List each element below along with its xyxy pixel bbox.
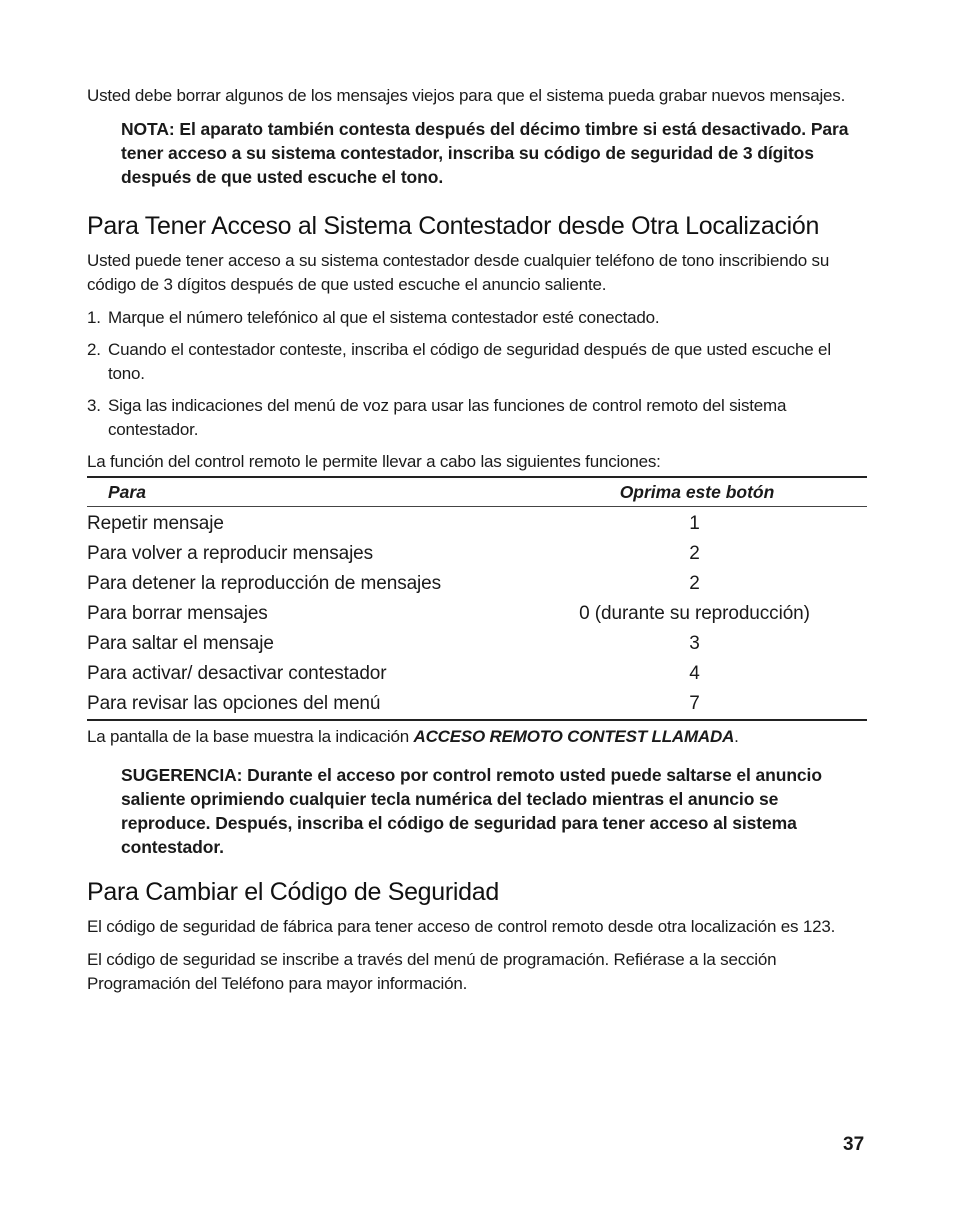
header-oprima: Oprima este botón <box>487 477 867 507</box>
button-cell: 1 <box>689 513 700 534</box>
intro-paragraph: Usted debe borrar algunos de los mensajes viejos para que el sistema pueda grabar nuevos mensajes. <box>87 86 846 105</box>
function-cell: Para activar/ desactivar contestador <box>87 663 387 684</box>
table-row <box>87 689 867 720</box>
table-row <box>87 539 867 569</box>
button-cell: 0 (durante su reproducción) <box>579 603 810 624</box>
tip: SUGERENCIA: Durante el acceso por control remoto usted puede saltarse el anuncio saliente oprimiendo cualquier tecla numérica del teclado mientras el anuncio se reproduce. Después, inscriba el código de seguridad para tener acceso al sistema contestador. <box>121 765 822 857</box>
function-cell: Para saltar el mensaje <box>87 633 274 654</box>
button-cell: 4 <box>689 663 700 684</box>
button-cell: 2 <box>689 573 700 594</box>
step-text: Marque el número telefónico al que el sistema contestador esté conectado. <box>108 308 660 327</box>
display-text-bold: ACCESO REMOTO CONTEST LLAMADA <box>413 727 735 746</box>
step-text: Cuando el contestador conteste, inscriba el código de seguridad después de que usted escuche el tono. <box>108 340 831 383</box>
function-cell: Para revisar las opciones del menú <box>87 689 487 720</box>
table-row <box>87 569 867 599</box>
button-cell: 7 <box>487 689 867 720</box>
button-cell: 2 <box>689 543 700 564</box>
step-number: 2. <box>87 340 101 359</box>
table-row <box>87 599 867 629</box>
step-number: 3. <box>87 396 101 415</box>
step-1 <box>87 306 867 330</box>
display-text-suffix: . <box>734 727 739 746</box>
steps-list <box>87 306 867 442</box>
section2-title: Para Cambiar el Código de Seguridad <box>87 878 499 906</box>
display-indication <box>87 725 867 749</box>
note: NOTA: El aparato también contesta después del décimo timbre si está desactivado. Para tener acceso a su sistema contestador, inscriba su código de seguridad de 3 dígitos después de que usted escuche el tono. <box>121 119 849 187</box>
table-row <box>87 507 867 540</box>
table-header-row <box>87 477 867 507</box>
section1-title: Para Tener Acceso al Sistema Contestador desde Otra Localización <box>87 212 820 240</box>
function-cell: Repetir mensaje <box>87 513 224 534</box>
table-row <box>87 629 867 659</box>
section1-paragraph: Usted puede tener acceso a su sistema contestador desde cualquier teléfono de tono inscribiendo su código de 3 dígitos después de que usted escuche el anuncio saliente. <box>87 251 830 294</box>
header-para: Para <box>87 477 487 507</box>
table-intro: La función del control remoto le permite llevar a cabo las siguientes funciones: <box>87 452 661 471</box>
step-2 <box>87 338 867 386</box>
page-number: 37 <box>843 1134 865 1155</box>
section2-paragraph2: El código de seguridad se inscribe a través del menú de programación. Refiérase a la sección Programación del Teléfono para mayor información. <box>87 950 777 993</box>
button-cell: 3 <box>689 633 700 654</box>
step-3 <box>87 394 867 442</box>
table-row <box>87 659 867 689</box>
section2-paragraph1: El código de seguridad de fábrica para tener acceso de control remoto desde otra localización es 123. <box>87 917 836 936</box>
step-text: Siga las indicaciones del menú de voz para usar las funciones de control remoto del sistema contestador. <box>108 396 787 439</box>
step-number: 1. <box>87 308 101 327</box>
function-cell: Para borrar mensajes <box>87 603 268 624</box>
display-text-prefix: La pantalla de la base muestra la indicación <box>87 727 414 746</box>
function-cell: Para detener la reproducción de mensajes <box>87 573 442 594</box>
page-content <box>87 84 867 1005</box>
function-cell: Para volver a reproducir mensajes <box>87 543 374 564</box>
remote-functions-table <box>87 476 867 721</box>
